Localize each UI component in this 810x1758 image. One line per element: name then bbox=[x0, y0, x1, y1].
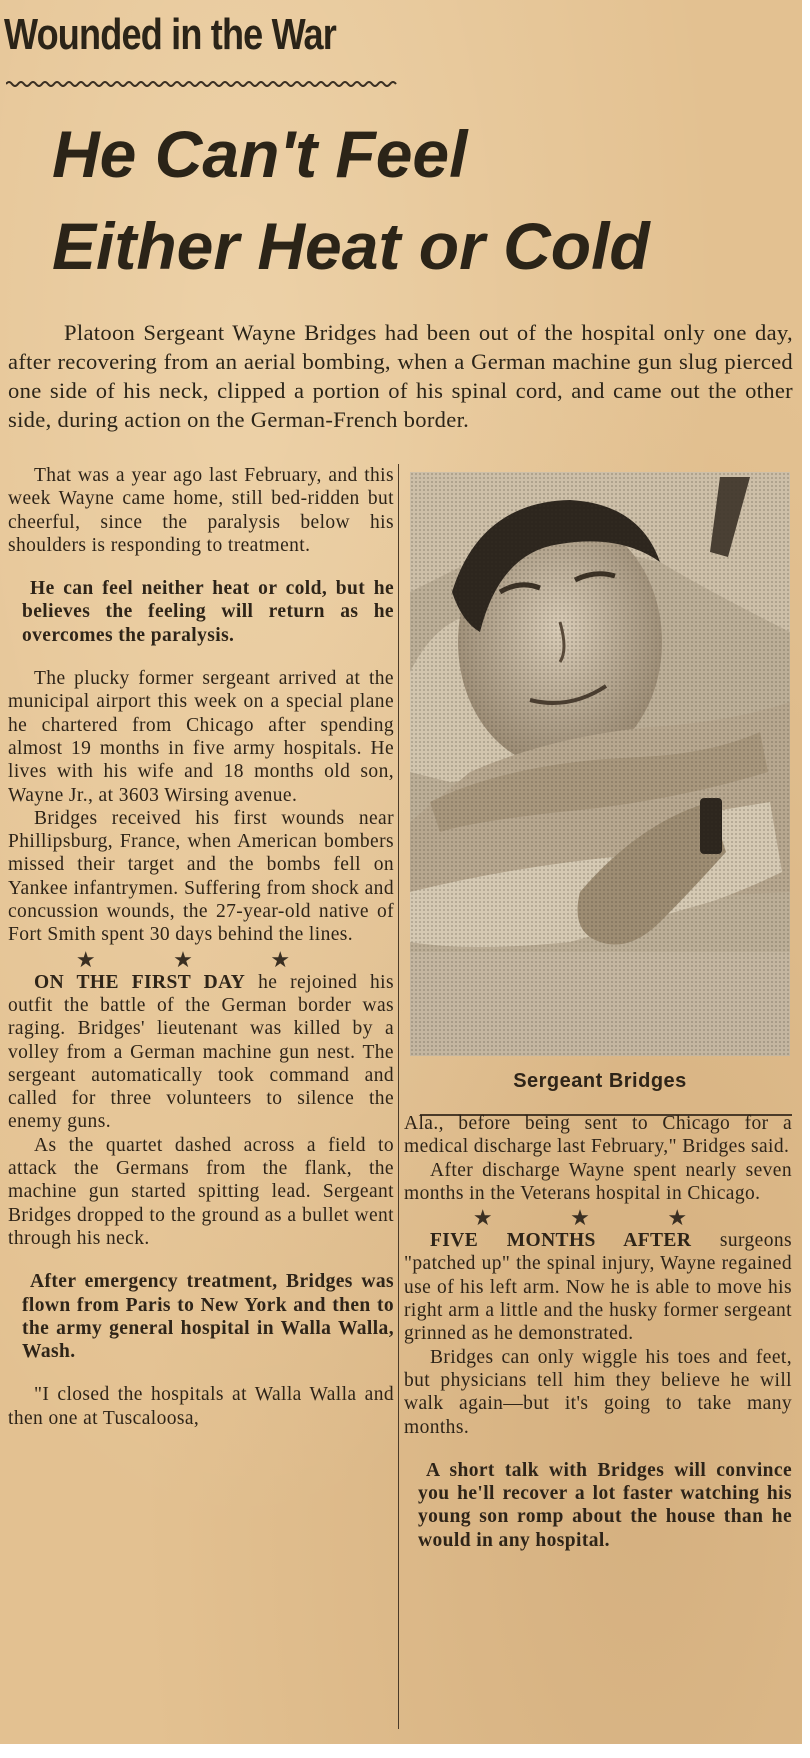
body-paragraph: Bridges can only wiggle his toes and feet, but physicians tell him they believe he will walk again—but it's going to take many months. bbox=[404, 1346, 792, 1438]
star-divider: ★ ★ ★ bbox=[75, 946, 327, 972]
bold-paragraph: A short talk with Bridges will convince you he'll recover a lot faster watching his young son romp about the house than he would in any hospital. bbox=[418, 1459, 792, 1551]
paragraph-lead: FIVE MONTHS AFTER bbox=[430, 1230, 692, 1252]
body-paragraph: As the quartet dashed across a field to attack the Germans from the flank, the machine gun started spitting lead. Sergeant Bridges dropped to the ground as a bullet went through his neck. bbox=[8, 1134, 394, 1249]
headline bbox=[52, 108, 650, 292]
column-rule bbox=[398, 464, 399, 1729]
column-right bbox=[404, 1112, 792, 1572]
paragraph-text: he rejoined his outfit the battle of the German border was raging. Bridges' lieutenant was killed by a volley from a German machine gun nest. The sergeant automatically took command and called for three volunteers to silence the enemy guns. bbox=[8, 971, 394, 1133]
body-paragraph: "I closed the hospitals at Walla Walla and then one at Tuscaloosa, bbox=[8, 1384, 394, 1429]
star-divider: ★ ★ ★ bbox=[472, 1205, 724, 1231]
wavy-rule bbox=[6, 80, 400, 88]
body-paragraph bbox=[404, 1229, 792, 1345]
headline-line-1: He Can't Feel bbox=[52, 117, 468, 191]
column-left bbox=[8, 464, 394, 1430]
body-paragraph: After discharge Wayne spent nearly seven months in the Veterans hospital in Chicago. bbox=[404, 1159, 792, 1204]
body-paragraph: That was a year ago last February, and this week Wayne came home, still bed-ridden but cheerful, since the paralysis below his shoulders is responding to treatment. bbox=[8, 465, 394, 556]
photo-caption: Sergeant Bridges bbox=[513, 1070, 687, 1092]
body-paragraph: The plucky former sergeant arrived at the municipal airport this week on a special plane he chartered from Chicago after spending almost 19 months in five army hospitals. He lives with his wife and 18 months old son, Wayne Jr., at 3603 Wirsing avenue. bbox=[8, 668, 394, 806]
paragraph-text: surgeons "patched up" the spinal injury, Wayne regained use of his left arm. Now he is able to move his right arm a little and the husky former sergeant grinned as he demonstrated. bbox=[404, 1230, 793, 1345]
bold-paragraph: After emergency treatment, Bridges was flown from Paris to New York and then to the army general hospital in Walla Walla, Wash. bbox=[22, 1271, 394, 1363]
photo-sergeant-bridges bbox=[410, 472, 790, 1056]
body-paragraph: Ala., before being sent to Chicago for a medical discharge last February," Bridges said. bbox=[404, 1113, 792, 1158]
section-kicker: Wounded in the War bbox=[4, 10, 336, 59]
headline-line-2: Either Heat or Cold bbox=[52, 209, 650, 283]
lede-paragraph: Platoon Sergeant Wayne Bridges had been out of the hospital only one day, after recovering from an aerial bombing, when a German machine gun slug pierced one side of his neck, clipped a portion of his spinal cord, and came out the other side, during action on the German-French border. bbox=[8, 320, 793, 432]
bold-paragraph: He can feel neither heat or cold, but he believes the feeling will return as he overcomes the paralysis. bbox=[22, 578, 394, 646]
paragraph-lead: ON THE FIRST DAY bbox=[34, 971, 246, 993]
body-paragraph: Bridges received his first wounds near Phillipsburg, France, when American bombers missed their target and the bombs fell on Yankee infantrymen. Suffering from shock and concussion wounds, the 27-year-old native of Fort Smith spent 30 days behind the lines. bbox=[8, 807, 394, 946]
body-paragraph bbox=[8, 971, 394, 1134]
